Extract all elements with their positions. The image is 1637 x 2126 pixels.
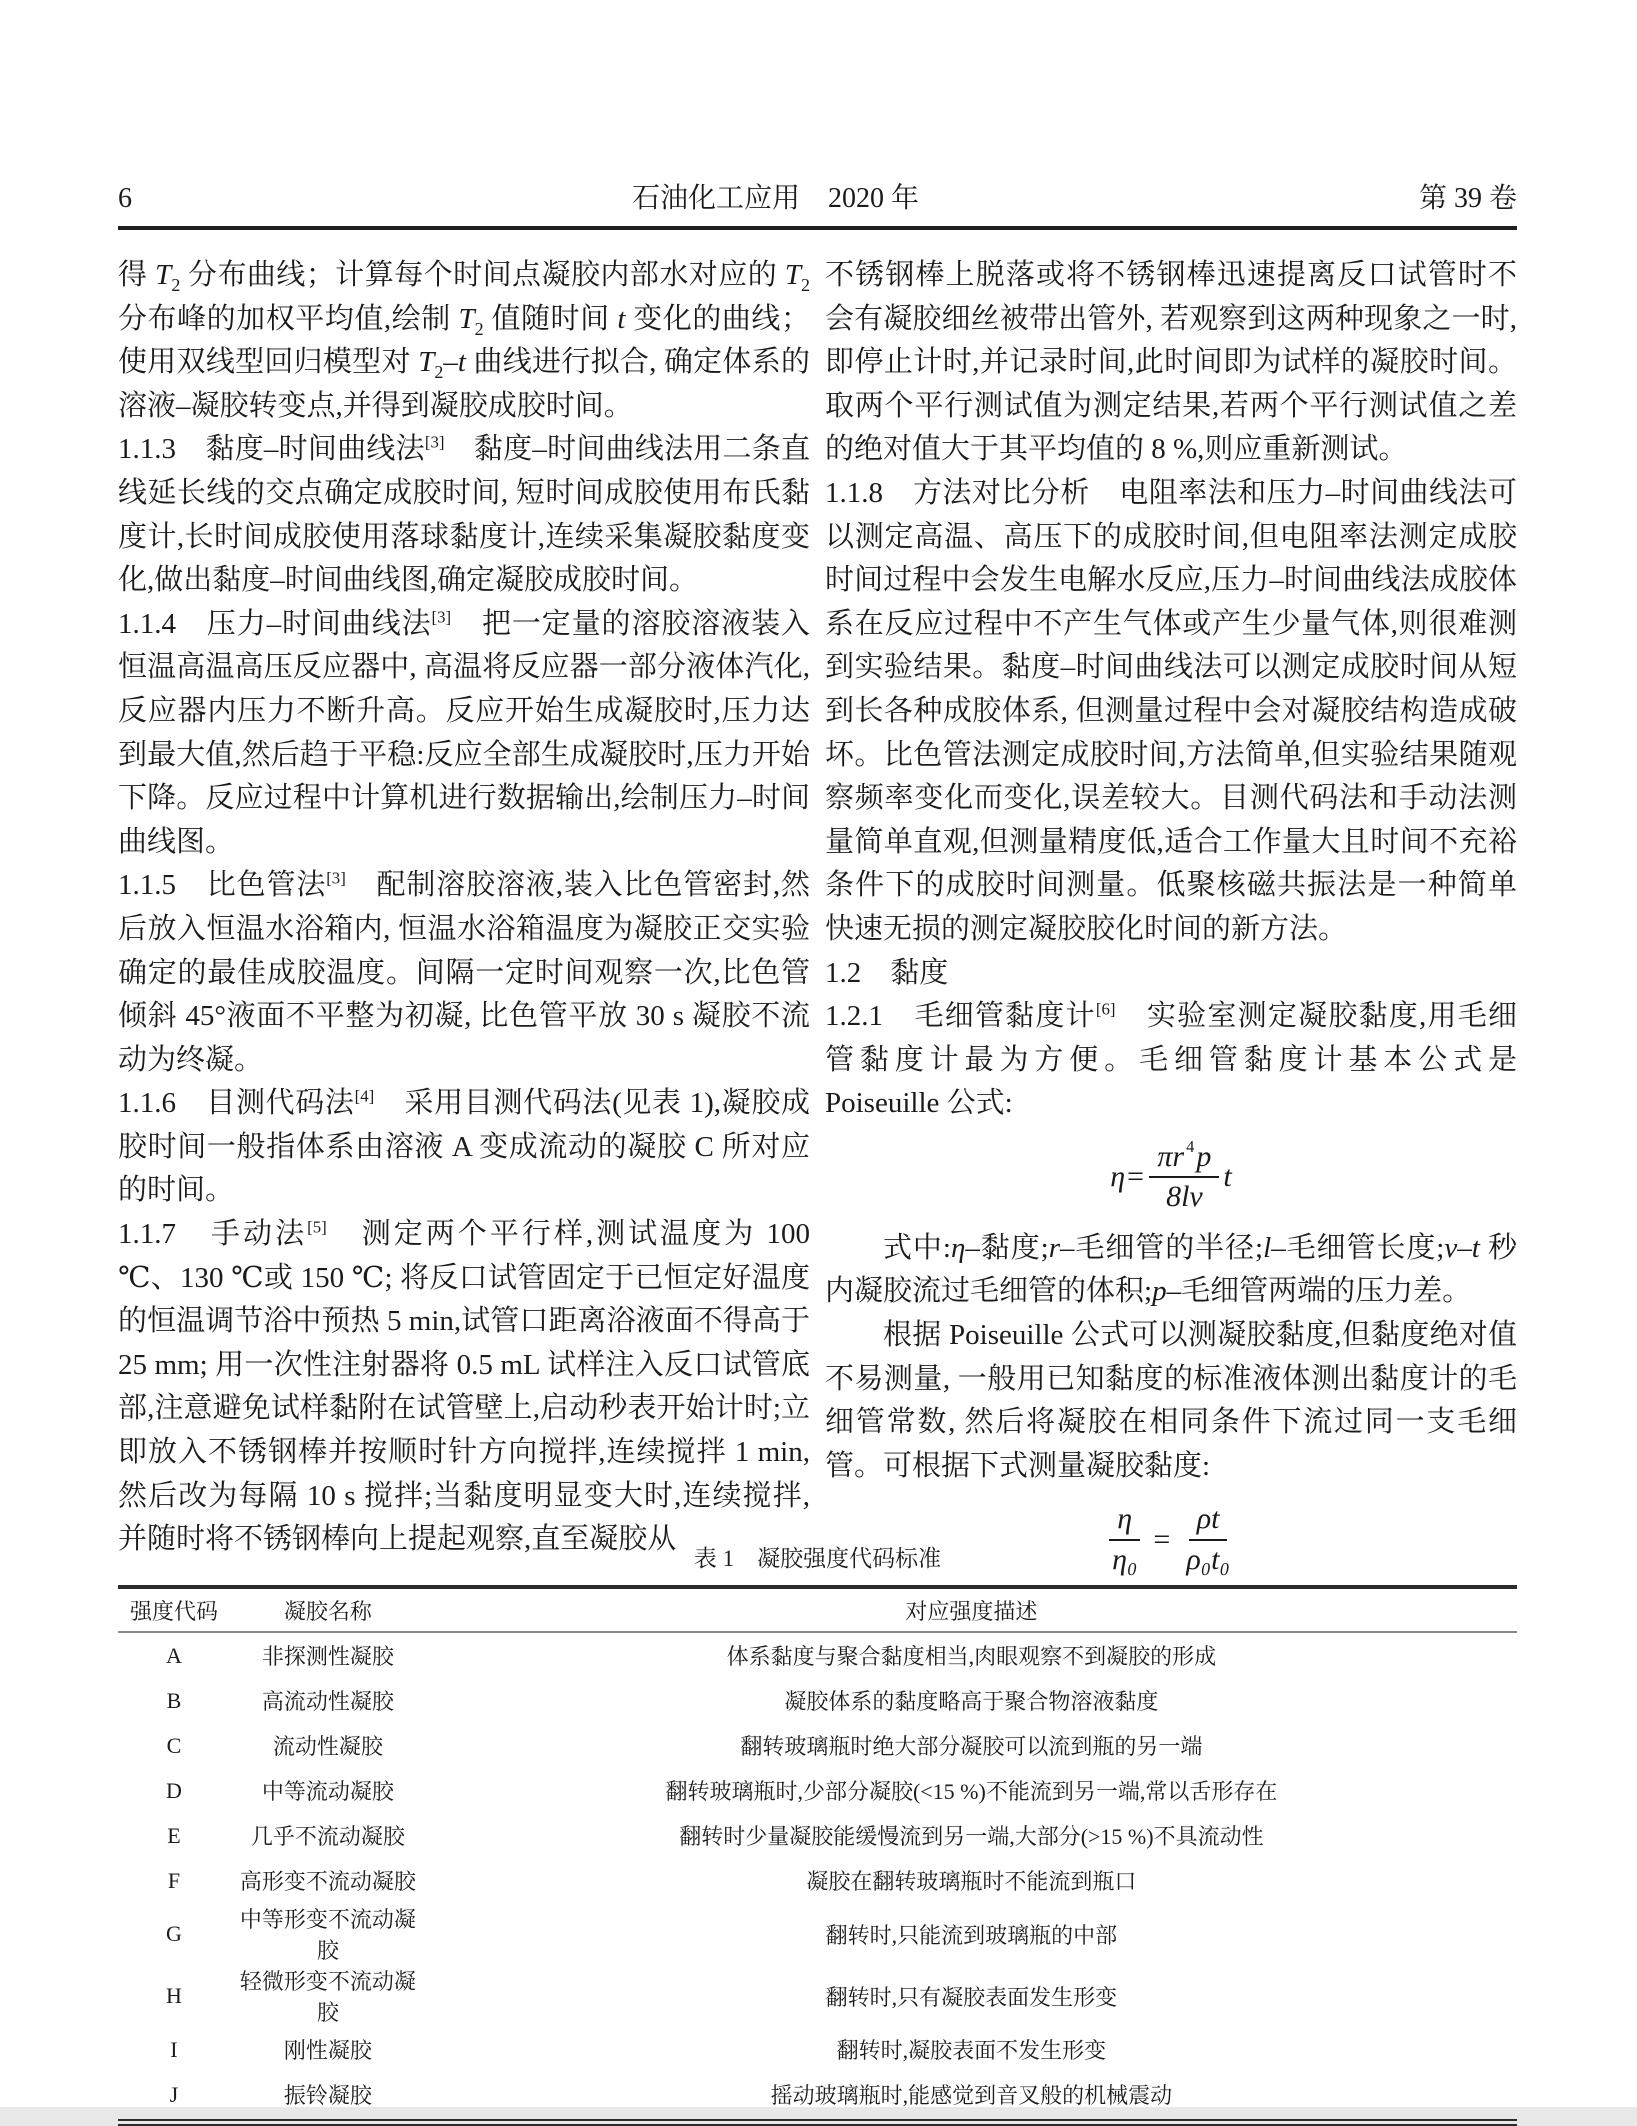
cell-gel-name: 振铃凝胶	[283, 2083, 372, 2108]
cell-strength-desc: 凝胶体系的黏度略高于聚合物溶液黏度	[784, 1689, 1159, 1714]
cell-strength-desc: 翻转玻璃瓶时,少部分凝胶(<15 %)不能流到另一端,常以舌形存在	[665, 1779, 1278, 1804]
cell-gel-name: 几乎不流动凝胶	[250, 1824, 405, 1849]
table-caption: 表 1 凝胶强度代码标准	[693, 1546, 942, 1571]
cell-strength-code: H	[166, 1983, 182, 2008]
table-row	[118, 1965, 1517, 2027]
cell-strength-desc: 翻转时,凝胶表面不发生形变	[836, 2038, 1107, 2063]
formula-tail: t	[1223, 1160, 1232, 1194]
cell-gel-name: 高流动性凝胶	[261, 1689, 394, 1714]
paragraph: 1.1.6 目测代码法[4] 采用目测代码法(见表 1),凝胶成胶时间一般指体系由溶液 A 变成流动的凝胶 C 所对应的时间。	[118, 1086, 810, 1207]
cell-strength-code: B	[166, 1687, 182, 1713]
formula-lhs: η=	[1110, 1160, 1146, 1194]
table-body	[118, 1632, 1517, 2117]
cell-strength-desc: 翻转时少量凝胶能缓慢流到另一端,大部分(>15 %)不具流动性	[679, 1824, 1264, 1849]
equals-sign: =	[1153, 1522, 1171, 1556]
header-rule	[118, 226, 1517, 230]
formula-poiseuille	[825, 1136, 1517, 1215]
right-column	[825, 254, 1517, 1576]
table-section	[118, 1540, 1517, 2126]
cell-gel-name: 流动性凝胶	[272, 1734, 383, 1759]
column-header-code: 强度代码	[129, 1598, 218, 1624]
cell-strength-code: J	[169, 2081, 179, 2107]
cell-strength-desc: 翻转时,只能流到玻璃瓶的中部	[825, 1922, 1118, 1948]
cell-gel-name: 非探测性凝胶	[261, 1644, 394, 1669]
table-row	[118, 1858, 1517, 1903]
cell-strength-desc: 摇动玻璃瓶时,能感觉到音叉般的机械震动	[770, 2083, 1173, 2108]
lhs-denominator: η₀	[1112, 1542, 1138, 1576]
paragraph: 不锈钢棒上脱落或将不锈钢棒迅速提离反口试管时不会有凝胶细丝被带出管外, 若观察到这两种现象之一时,即停止计时,并记录时间,此时间即为试样的凝胶时间。取两个平行测试值为测定结果,若两个平行测试值之差的绝对值大于其平均值的 8 %,则应重新测试。	[825, 259, 1517, 466]
rhs-denominator: ρ₀t₀	[1186, 1542, 1230, 1576]
cell-strength-code: E	[167, 1822, 181, 1848]
cell-gel-name: 轻微形变不流动凝胶	[239, 1969, 416, 2025]
table-header-row	[118, 1587, 1517, 1632]
cell-strength-desc: 体系黏度与聚合黏度相当,肉眼观察不到凝胶的形成	[726, 1644, 1217, 1669]
rhs-numerator: ρt	[1189, 1502, 1228, 1541]
running-head	[118, 176, 1517, 216]
left-column	[118, 254, 810, 1556]
column-header-name: 凝胶名称	[283, 1598, 372, 1624]
right-column-top	[825, 254, 1517, 1126]
paragraph: 根据 Poiseuille 公式可以测凝胶黏度,但黏度绝对值不易测量, 一般用已知黏度的标准液体测出黏度计的毛细管常数, 然后将凝胶在相同条件下流过同一支毛细管。可根据下式测量凝胶黏度:	[825, 1319, 1517, 1482]
cell-strength-code: F	[167, 1867, 181, 1893]
cell-strength-code: C	[166, 1732, 182, 1758]
cell-gel-name: 中等形变不流动凝胶	[239, 1907, 416, 1963]
paragraph: 1.1.8 方法对比分析 电阻率法和压力–时间曲线法可以测定高温、高压下的成胶时间,但电阻率法测定成胶时间过程中会发生电解水反应,压力–时间曲线法成胶体系在反应过程中不产生气体或产生少量气体,则很难测到实验结果。黏度–时间曲线法可以测定成胶时间从短到长各种成胶体系, 但测量过程中会对凝胶结构造成破坏。比色管法测定成胶时间,方法简单,但实验结果随观察频率变化而变化,误差较大。目测代码法和手动法测量简单直观,但测量精度低,适合工作量大且时间不充裕条件下的成胶时间测量。低聚核磁共振法是一种简单快速无损的测定凝胶胶化时间的新方法。	[825, 476, 1517, 945]
formula-fraction	[1149, 1136, 1219, 1215]
table-row	[118, 2072, 1517, 2117]
paragraph: 1.1.5 比色管法[3] 配制溶胶溶液,装入比色管密封,然后放入恒温水浴箱内, 恒温水浴箱温度为凝胶正交实验确定的最佳成胶温度。间隔一定时间观察一次,比色管倾斜 45°液面不平整为初凝, 比色管平放 30 s 凝胶不流动为终凝。	[118, 868, 810, 1076]
paragraph: 1.1.4 压力–时间曲线法[3] 把一定量的溶胶溶液装入恒温高温高压反应器中, 高温将反应器一部分液体汽化,反应器内压力不断升高。反应开始生成凝胶时,压力达到最大值,然后趋于平稳:反应全部生成凝胶时,压力开始下降。反应过程中计算机进行数据输出,绘制压力–时间曲线图。	[118, 607, 810, 858]
cell-strength-desc: 凝胶在翻转玻璃瓶时不能流到瓶口	[806, 1869, 1137, 1894]
volume-label: 第 39 卷	[1418, 183, 1517, 214]
cell-strength-code: A	[166, 1642, 182, 1668]
paragraph: 1.2.1 毛细管黏度计[6] 实验室测定凝胶黏度,用毛细管黏度计最为方便。毛细管黏度计基本公式是 Poiseuille 公式:	[825, 999, 1517, 1120]
cell-strength-code: G	[166, 1921, 182, 1946]
paragraph: 得 $T_2$ 分布曲线；计算每个时间点凝胶内部水对应的 $T_2$ 分布峰的加权平均值,绘制 $T_2$ 值随时间 t 变化的曲线；使用双线型回归模型对 $T_2-t$ 曲线进行拟合, 确定体系的溶液–凝胶转变点,并得到凝胶成胶时间。	[118, 259, 810, 422]
numerator-pi-r: πr	[1157, 1139, 1185, 1173]
numerator-exponent: 4	[1186, 1136, 1195, 1156]
table-row	[118, 1813, 1517, 1858]
cell-gel-name: 刚性凝胶	[283, 2038, 372, 2063]
cell-strength-desc: 翻转时,只有凝胶表面发生形变	[825, 1984, 1118, 2010]
table-row	[118, 1678, 1517, 1723]
table-row	[118, 2027, 1517, 2072]
paragraph: 式中:η–黏度;r–毛细管的半径;l–毛细管长度;v–t 秒内凝胶流过毛细管的体积;p–毛细管两端的压力差。	[825, 1231, 1517, 1308]
page-number: 6	[118, 183, 132, 214]
table-row	[118, 1632, 1517, 1678]
table-row	[118, 1768, 1517, 1813]
table-row	[118, 1723, 1517, 1768]
numerator-p: p	[1196, 1139, 1212, 1173]
cell-gel-name: 中等流动凝胶	[261, 1779, 394, 1804]
lhs-numerator: η	[1109, 1502, 1140, 1541]
paragraph: 1.2 黏度	[825, 956, 949, 989]
table-bottom-rule	[118, 2119, 1517, 2126]
column-header-desc: 对应强度描述	[905, 1598, 1038, 1624]
paragraph: 1.1.3 黏度–时间曲线法[3] 黏度–时间曲线法用二条直线延长线的交点确定成胶时间, 短时间成胶使用布氏黏度计,长时间成胶使用落球黏度计,连续采集凝胶黏度变化,做出黏度–时间曲线图,确定凝胶成胶时间。	[118, 432, 810, 597]
cell-strength-code: I	[170, 2036, 178, 2062]
paragraph: 1.1.7 手动法[5] 测定两个平行样,测试温度为 100 ℃、130 ℃或 150 ℃; 将反口试管固定于已恒定好温度的恒温调节浴中预热 5 min,试管口距离浴液面不得高于 25 mm; 用一次性注射器将 0.5 mL 试样注入反口试管底部,注意避免试样黏附在试管壁上,启动秒表开始计时;立即放入不锈钢棒并按顺时针方向搅拌,连续搅拌 1 min,然后改为每隔 10 s 搅拌;当黏度明显变大时,连续搅拌,并随时将不锈钢棒向上提起观察,直至凝胶从	[118, 1217, 810, 1556]
cell-strength-code: D	[166, 1777, 182, 1803]
journal-title: 石油化工应用 2020 年	[631, 183, 919, 214]
right-column-middle	[825, 1227, 1517, 1489]
gel-strength-code-table	[118, 1585, 1517, 2117]
table-row	[118, 1903, 1517, 1965]
cell-strength-desc: 翻转玻璃瓶时绝大部分凝胶可以流到瓶的另一端	[740, 1734, 1203, 1759]
formula-denominator: 8lv	[1166, 1180, 1203, 1214]
formula-numerator	[1149, 1136, 1219, 1179]
cell-gel-name: 高形变不流动凝胶	[239, 1869, 416, 1894]
